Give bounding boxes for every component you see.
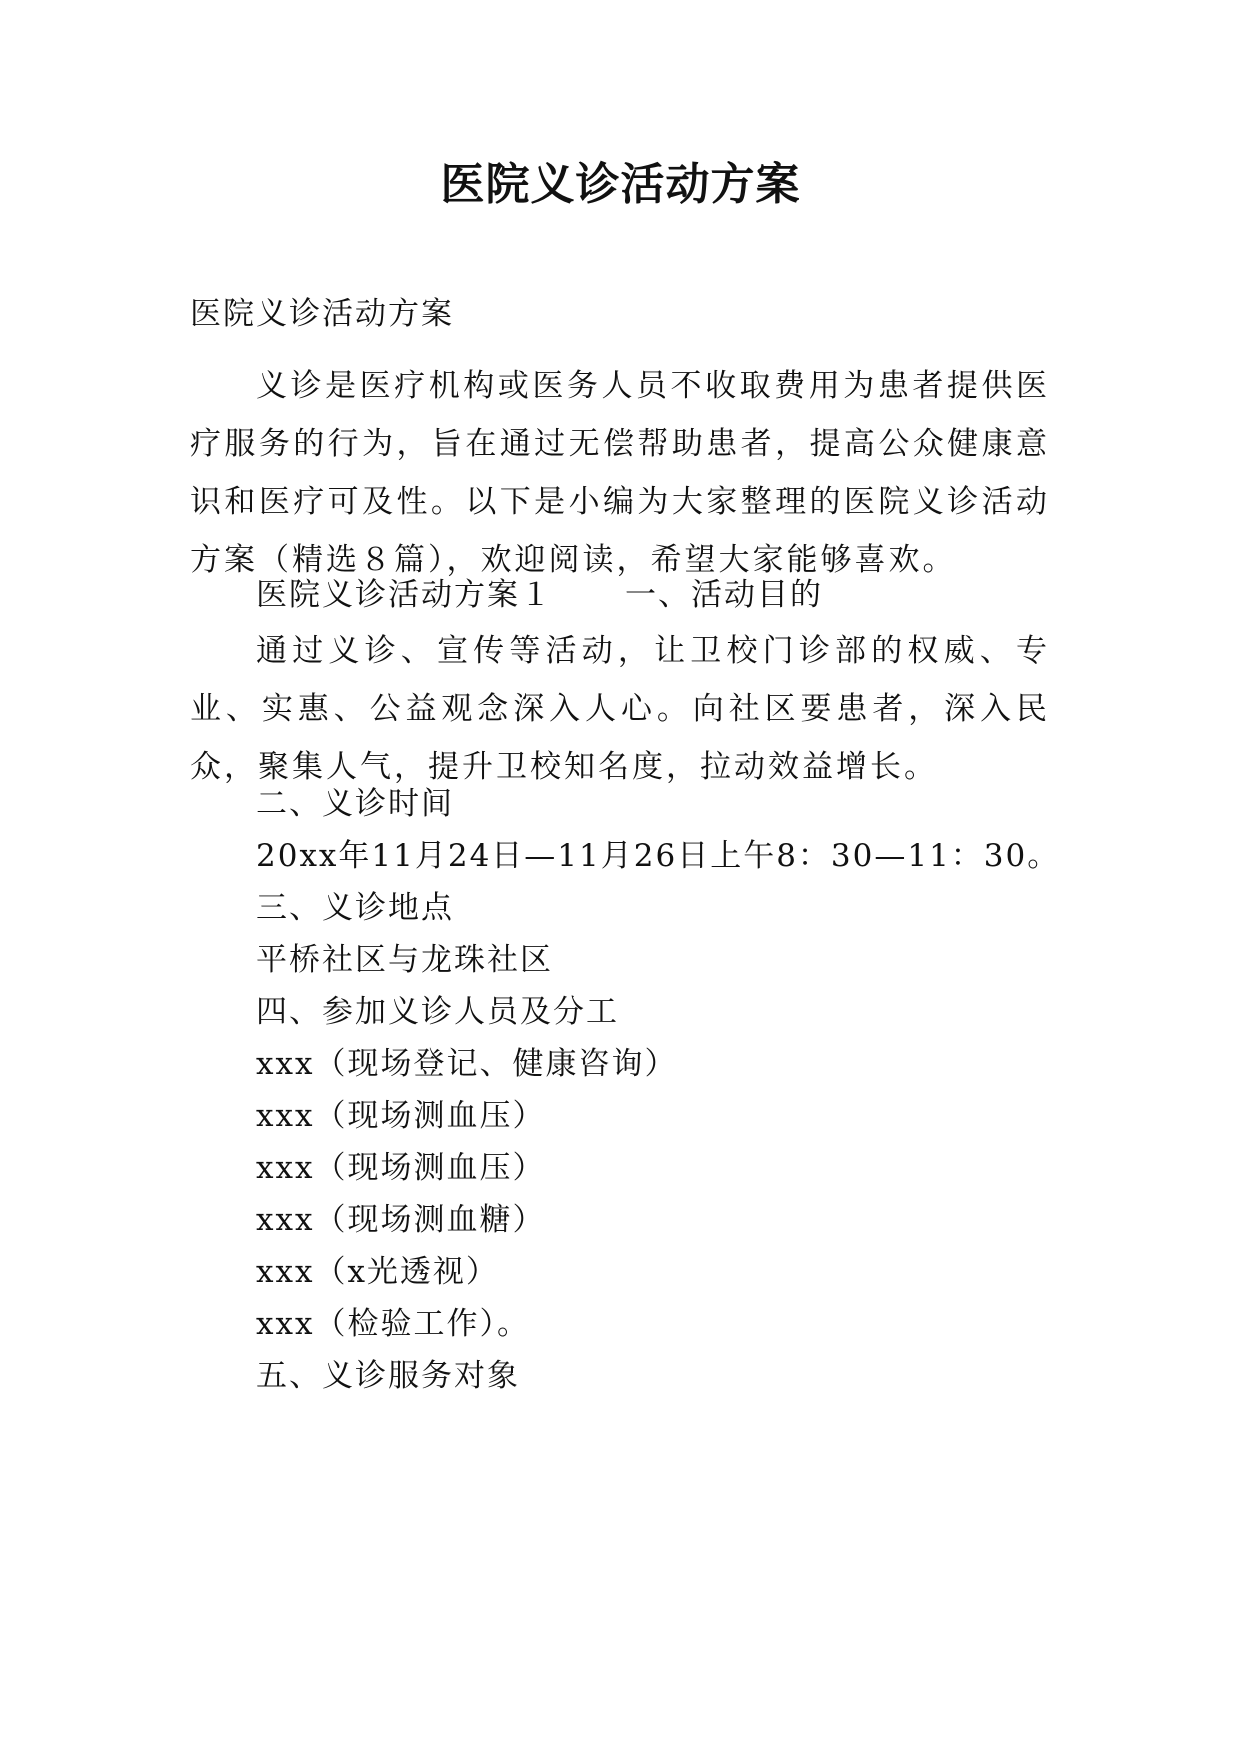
section1-heading: 一、活动目的 xyxy=(625,577,823,613)
staff-item: xxx（现场登记、健康咨询） xyxy=(256,1046,678,1082)
section2-body: 20xx年11月24日—11月26日上午8：30—11：30。 xyxy=(256,838,1061,874)
plan-heading-line xyxy=(256,573,823,617)
document-subtitle: 医院义诊活动方案 xyxy=(190,296,454,332)
intro-paragraph: 义诊是医疗机构或医务人员不收取费用为患者提供医疗服务的行为，旨在通过无偿帮助患者，提高公众健康意识和医疗可及性。以下是小编为大家整理的医院义诊活动方案（精选８篇），欢迎阅读，希望大家能够喜欢。 xyxy=(190,368,1050,578)
staff-item: xxx（x光透视） xyxy=(256,1254,499,1290)
staff-item: xxx（现场测血压） xyxy=(256,1098,546,1134)
staff-item: xxx（检验工作）。 xyxy=(256,1306,530,1342)
document-title: 医院义诊活动方案 xyxy=(440,159,801,210)
staff-item: xxx（现场测血糖） xyxy=(256,1202,546,1238)
section3-heading: 三、义诊地点 xyxy=(256,890,454,926)
section2-heading: 二、义诊时间 xyxy=(256,786,454,822)
staff-item: xxx（现场测血压） xyxy=(256,1150,546,1186)
section3-body: 平桥社区与龙珠社区 xyxy=(256,942,553,978)
section4-heading: 四、参加义诊人员及分工 xyxy=(256,994,619,1030)
plan1-heading: 医院义诊活动方案１ xyxy=(256,577,553,613)
section1-body: 通过义诊、宣传等活动，让卫校门诊部的权威、专业、实惠、公益观念深入人心。向社区要患者，深入民众，聚集人气，提升卫校知名度，拉动效益增长。 xyxy=(190,633,1050,785)
section5-heading: 五、义诊服务对象 xyxy=(256,1358,520,1394)
